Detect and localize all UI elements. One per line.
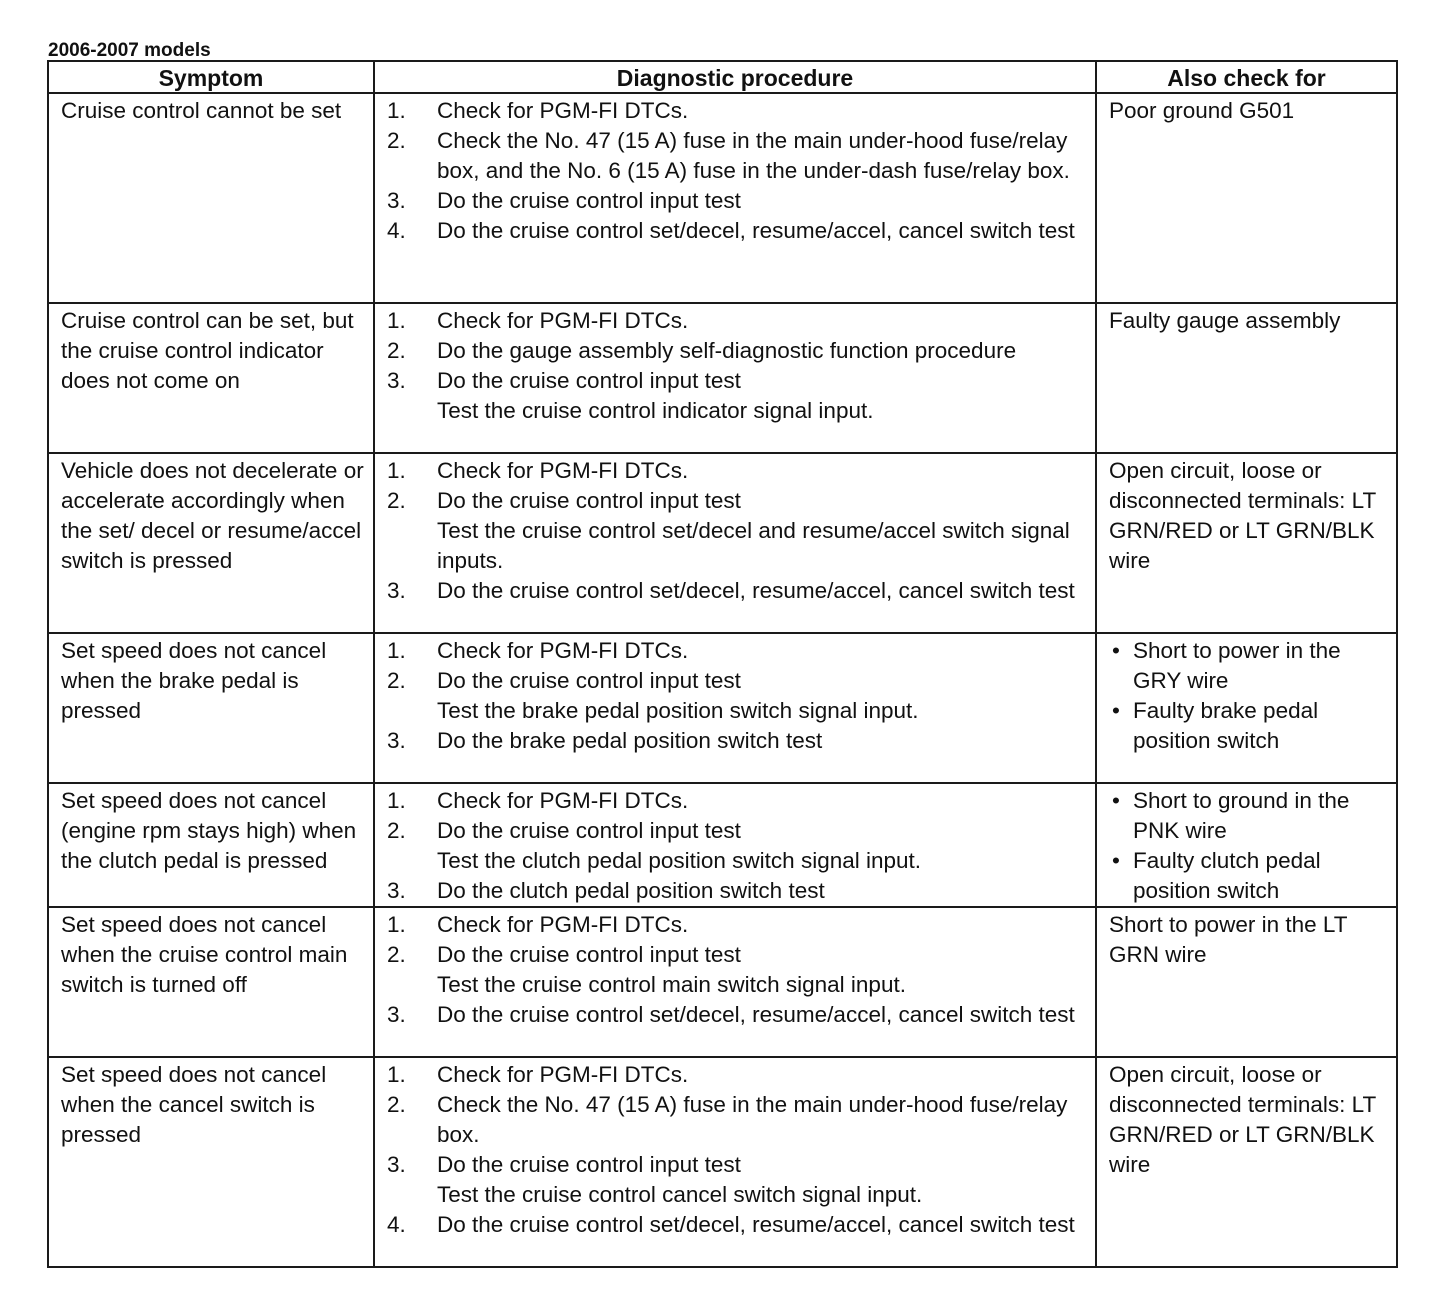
- header-also-check: Also check for: [1096, 61, 1397, 93]
- step-text: Do the cruise control set/decel, resume/accel, cancel switch test: [437, 578, 1075, 603]
- also-check-cell: Open circuit, loose or disconnected terminals: LT GRN/RED or LT GRN/BLK wire: [1096, 1057, 1397, 1267]
- procedure-step: [387, 186, 1087, 216]
- also-check-cell: Faulty gauge assembly: [1096, 303, 1397, 453]
- procedure-step: [387, 636, 1087, 666]
- procedure-cell: [374, 303, 1096, 453]
- list-item: [1109, 786, 1388, 846]
- step-text: Check the No. 47 (15 A) fuse in the main under-hood fuse/relay box.: [437, 1092, 1068, 1147]
- table-row: [48, 783, 1397, 907]
- step-text: Do the cruise control input test: [437, 818, 741, 843]
- procedure-step: [387, 96, 1087, 126]
- step-number: 3.: [387, 188, 406, 213]
- step-subtext: Test the clutch pedal position switch signal input.: [437, 848, 922, 873]
- procedure-step: [387, 940, 1087, 970]
- procedure-cell: [374, 783, 1096, 907]
- step-number: 3.: [387, 1152, 406, 1177]
- step-text: Do the cruise control set/decel, resume/accel, cancel switch test: [437, 1212, 1075, 1237]
- table-row: [48, 453, 1397, 633]
- symptom-cell: Vehicle does not decelerate or accelerate accordingly when the set/ decel or resume/accel switch is pressed: [48, 453, 374, 633]
- step-number: 2.: [387, 338, 406, 363]
- step-text: Check the No. 47 (15 A) fuse in the main under-hood fuse/relay box, and the No. 6 (15 A) fuse in the under-dash fuse/relay box.: [437, 128, 1070, 183]
- table-row: [48, 93, 1397, 303]
- step-number: 1.: [387, 788, 406, 813]
- step-subtext: Test the cruise control cancel switch signal input.: [437, 1182, 923, 1207]
- procedure-step: [387, 1000, 1087, 1030]
- table-row: [48, 303, 1397, 453]
- symptom-cell: Set speed does not cancel when the cancel switch is pressed: [48, 1057, 374, 1267]
- procedure-cell: [374, 93, 1096, 303]
- step-text: Do the brake pedal position switch test: [437, 728, 823, 753]
- step-text: Check for PGM-FI DTCs.: [437, 638, 689, 663]
- step-text: Check for PGM-FI DTCs.: [437, 308, 689, 333]
- step-number: 3.: [387, 578, 406, 603]
- step-text: Do the cruise control input test: [437, 188, 741, 213]
- procedure-step: [387, 1090, 1087, 1150]
- bullet-icon: •: [1112, 848, 1120, 873]
- step-text: Do the cruise control input test: [437, 368, 741, 393]
- step-number: 3.: [387, 878, 406, 903]
- step-number: 3.: [387, 728, 406, 753]
- list-item: [1109, 696, 1388, 756]
- procedure-step: [387, 876, 1087, 906]
- list-item: [1109, 846, 1388, 906]
- procedure-step: [387, 216, 1087, 246]
- also-check-list: [1109, 636, 1388, 756]
- bullet-icon: •: [1112, 788, 1120, 813]
- step-number: 3.: [387, 1002, 406, 1027]
- table-row: [48, 633, 1397, 783]
- step-text: Do the cruise control input test: [437, 488, 741, 513]
- step-number: 1.: [387, 638, 406, 663]
- procedure-step: [387, 1150, 1087, 1180]
- step-number: 1.: [387, 308, 406, 333]
- list-item: [1109, 636, 1388, 696]
- procedure-step: [387, 126, 1087, 186]
- symptom-cell: Cruise control can be set, but the cruise control indicator does not come on: [48, 303, 374, 453]
- step-number: 2.: [387, 668, 406, 693]
- step-text: Do the cruise control input test: [437, 668, 741, 693]
- step-number: 2.: [387, 818, 406, 843]
- procedure-step: [387, 306, 1087, 336]
- step-number: 2.: [387, 1092, 406, 1117]
- step-number: 3.: [387, 368, 406, 393]
- bullet-icon: •: [1112, 698, 1120, 723]
- symptom-cell: Set speed does not cancel when the cruise control main switch is turned off: [48, 907, 374, 1057]
- also-check-cell: [1096, 633, 1397, 783]
- step-text: Do the cruise control input test: [437, 942, 741, 967]
- also-check-list: [1109, 786, 1388, 906]
- symptom-cell: Set speed does not cancel when the brake pedal is pressed: [48, 633, 374, 783]
- procedure-step: [387, 1060, 1087, 1090]
- procedure-step: [387, 576, 1087, 606]
- step-text: Check for PGM-FI DTCs.: [437, 98, 689, 123]
- procedure-step: [387, 366, 1087, 396]
- list-item-text: Faulty brake pedal position switch: [1133, 698, 1319, 753]
- step-number: 1.: [387, 98, 406, 123]
- step-number: 1.: [387, 912, 406, 937]
- header-symptom: Symptom: [48, 61, 374, 93]
- procedure-cell: [374, 453, 1096, 633]
- step-text: Do the cruise control set/decel, resume/accel, cancel switch test: [437, 1002, 1075, 1027]
- procedure-step: [387, 786, 1087, 816]
- list-item-text: Short to power in the GRY wire: [1133, 638, 1341, 693]
- step-number: 2.: [387, 128, 406, 153]
- list-item-text: Short to ground in the PNK wire: [1133, 788, 1350, 843]
- procedure-cell: [374, 1057, 1096, 1267]
- header-row: [48, 61, 1397, 93]
- procedure-step: [387, 910, 1087, 940]
- step-number: 1.: [387, 1062, 406, 1087]
- also-check-cell: Open circuit, loose or disconnected terminals: LT GRN/RED or LT GRN/BLK wire: [1096, 453, 1397, 633]
- step-text: Check for PGM-FI DTCs.: [437, 788, 689, 813]
- procedure-step: [387, 666, 1087, 696]
- step-number: 4.: [387, 1212, 406, 1237]
- list-item-text: Faulty clutch pedal position switch: [1133, 848, 1321, 903]
- procedure-cell: [374, 907, 1096, 1057]
- step-subtext: Test the brake pedal position switch signal input.: [437, 698, 919, 723]
- step-text: Check for PGM-FI DTCs.: [437, 458, 689, 483]
- table-caption: 2006-2007 models: [48, 40, 211, 61]
- step-text: Check for PGM-FI DTCs.: [437, 1062, 689, 1087]
- step-number: 1.: [387, 458, 406, 483]
- step-text: Do the cruise control input test: [437, 1152, 741, 1177]
- procedure-step: [387, 336, 1087, 366]
- step-text: Do the gauge assembly self-diagnostic function procedure: [437, 338, 1017, 363]
- procedure-cell: [374, 633, 1096, 783]
- step-number: 4.: [387, 218, 406, 243]
- step-number: 2.: [387, 942, 406, 967]
- table-row: [48, 907, 1397, 1057]
- step-subtext: Test the cruise control main switch signal input.: [437, 972, 906, 997]
- header-procedure: Diagnostic procedure: [374, 61, 1096, 93]
- also-check-cell: Poor ground G501: [1096, 93, 1397, 303]
- symptom-cell: Set speed does not cancel (engine rpm stays high) when the clutch pedal is pressed: [48, 783, 374, 907]
- procedure-step: [387, 816, 1087, 846]
- step-number: 2.: [387, 488, 406, 513]
- step-text: Do the clutch pedal position switch test: [437, 878, 825, 903]
- step-subtext: Test the cruise control set/decel and resume/accel switch signal inputs.: [437, 518, 1070, 573]
- symptom-cell: Cruise control cannot be set: [48, 93, 374, 303]
- step-text: Check for PGM-FI DTCs.: [437, 912, 689, 937]
- procedure-step: [387, 486, 1087, 516]
- step-text: Do the cruise control set/decel, resume/accel, cancel switch test: [437, 218, 1075, 243]
- procedure-step: [387, 726, 1087, 756]
- table-row: [48, 1057, 1397, 1267]
- step-subtext: Test the cruise control indicator signal input.: [437, 398, 874, 423]
- also-check-cell: [1096, 783, 1397, 907]
- bullet-icon: •: [1112, 638, 1120, 663]
- diagnostic-table: [47, 60, 1398, 1268]
- procedure-step: [387, 1210, 1087, 1240]
- also-check-cell: Short to power in the LT GRN wire: [1096, 907, 1397, 1057]
- procedure-step: [387, 456, 1087, 486]
